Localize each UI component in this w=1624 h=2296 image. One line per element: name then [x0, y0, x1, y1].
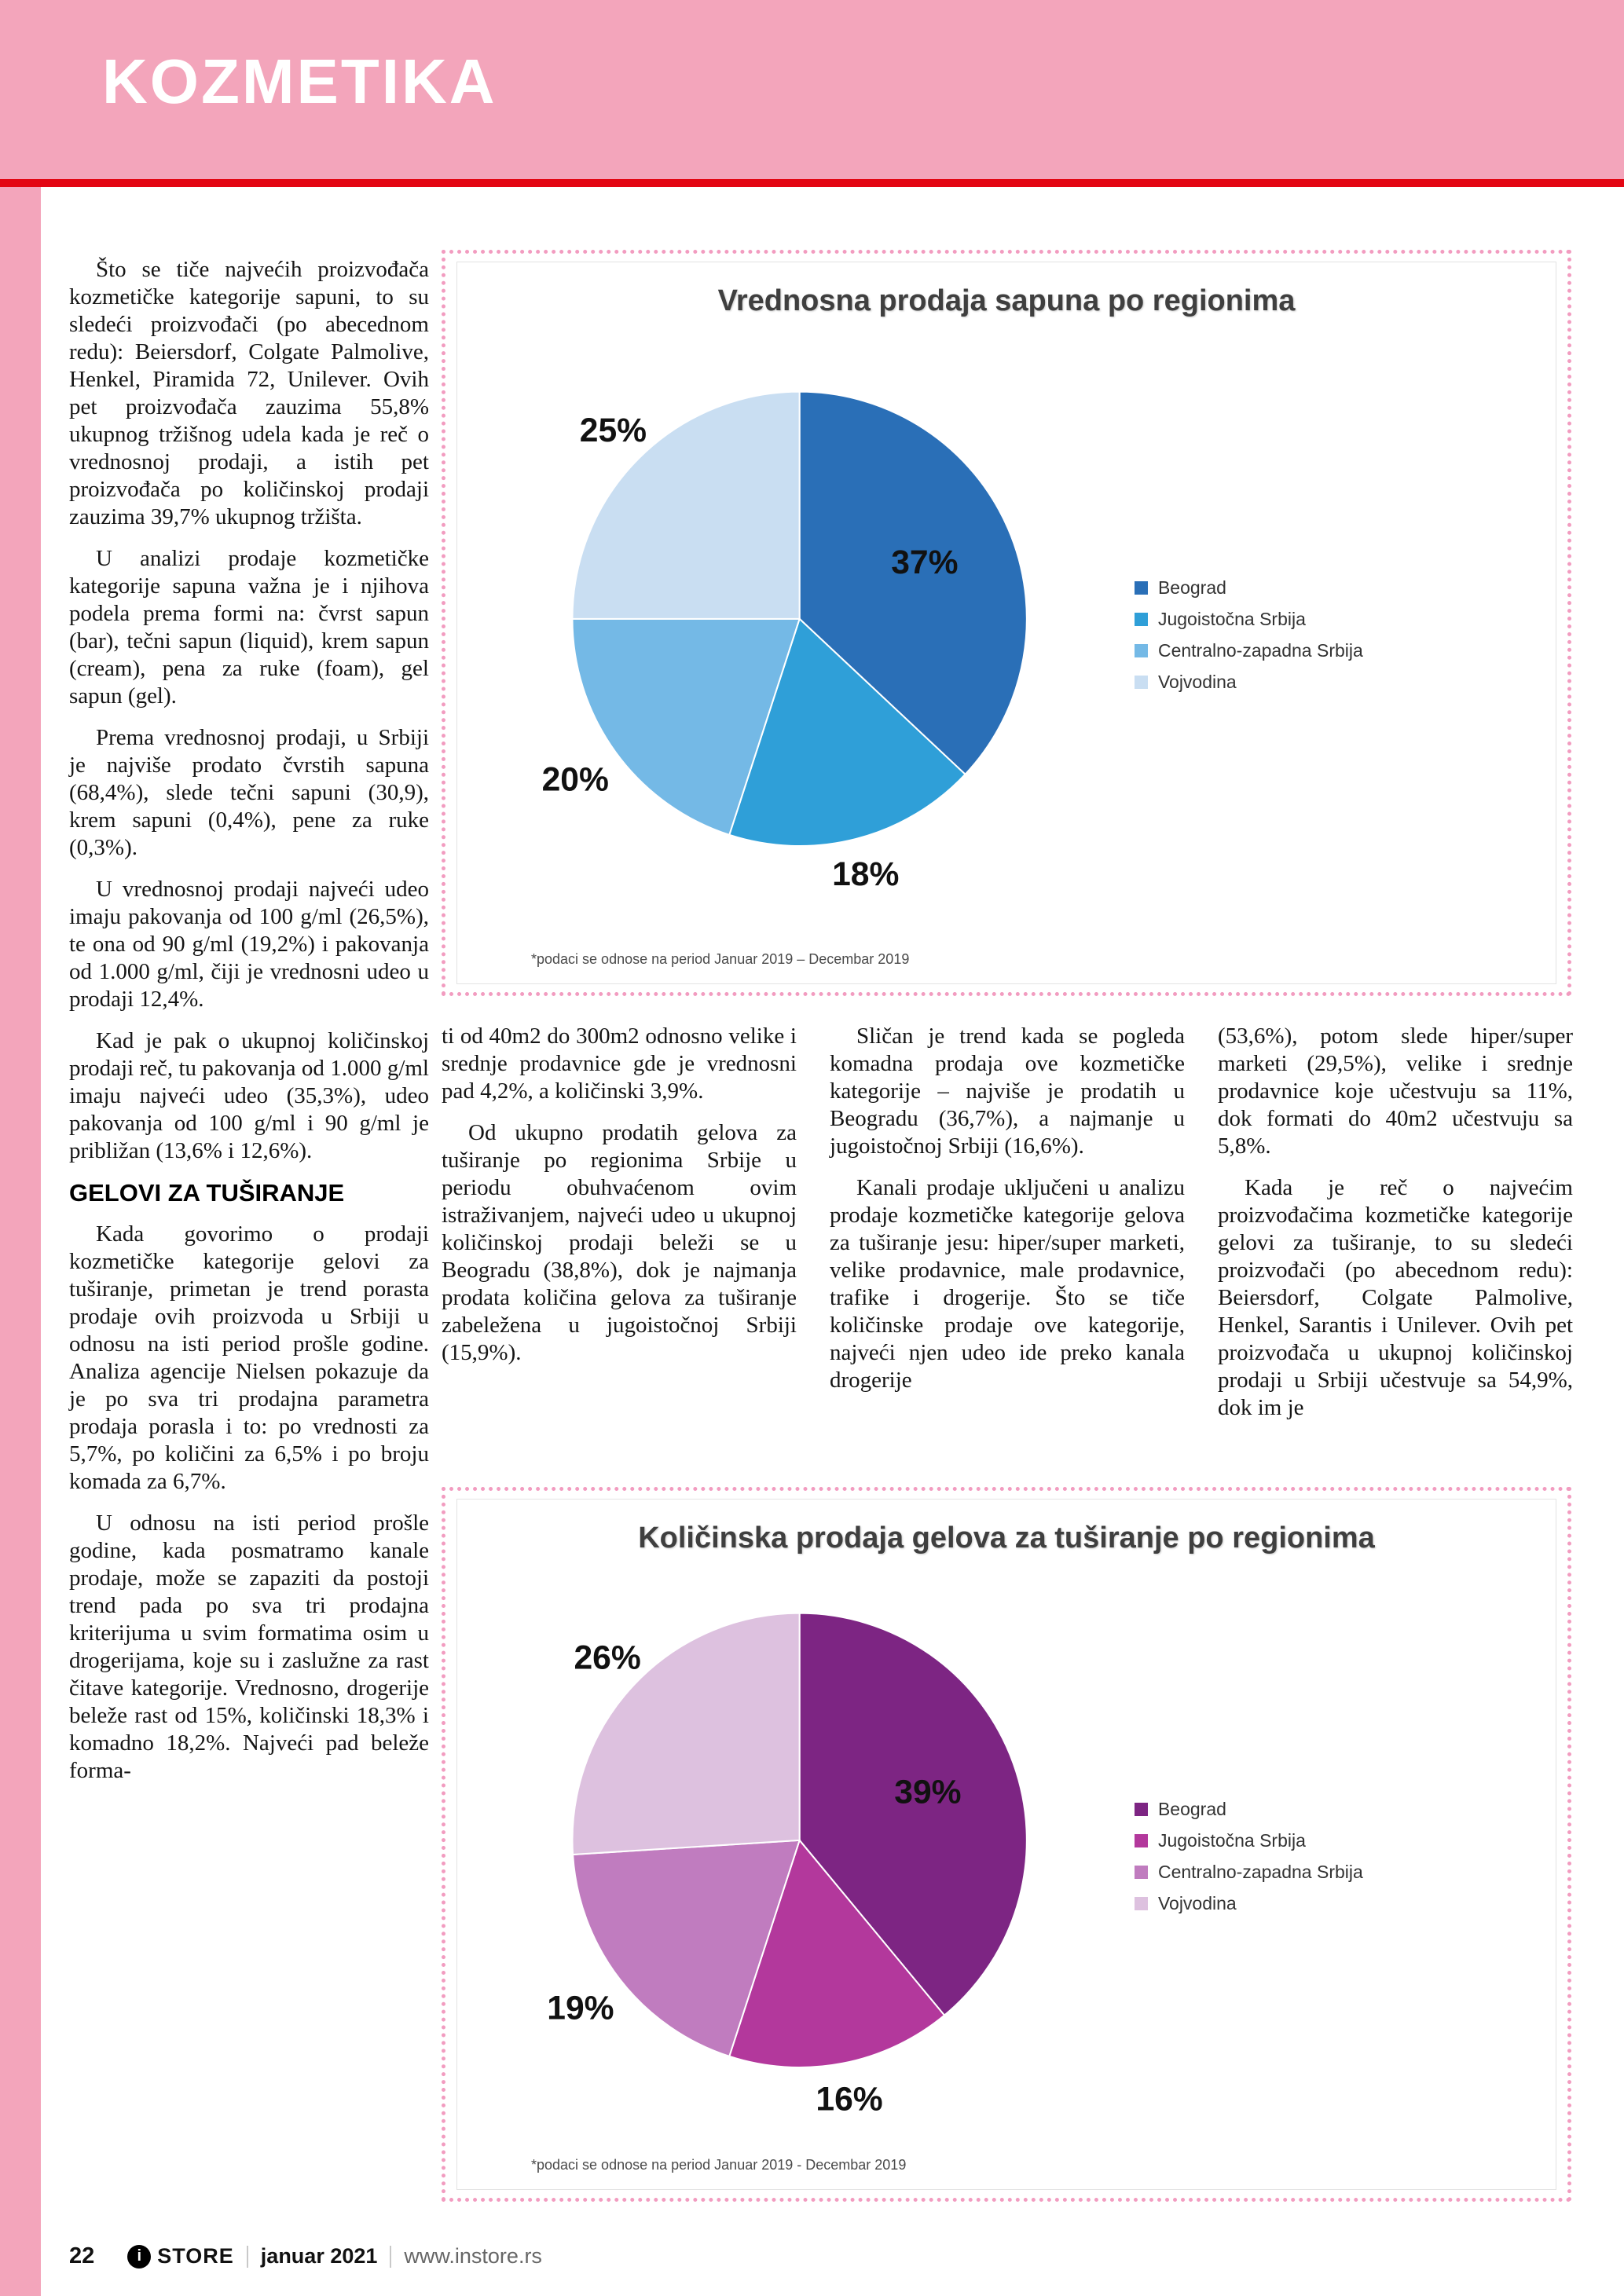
pie-chart-soap-value: [493, 356, 1114, 914]
legend-label: Jugoistočna Srbija: [1157, 608, 1306, 629]
pie-value-label: 26%: [574, 1639, 642, 1677]
legend-swatch: [1135, 581, 1148, 595]
section-heading-gelovi: GELOVI ZA TUŠIRANJE: [69, 1179, 345, 1207]
legend-label: Beograd: [1157, 1798, 1226, 1819]
pie-wrap: [473, 318, 1135, 951]
pie-value-label: 20%: [541, 760, 610, 799]
pie-value-label: 25%: [580, 411, 647, 449]
paragraph: U vrednosnoj prodaji najveći udeo imaju pakovanja od 100 g/ml (26,5%), te ona od 90 g/ml (19,2%) i pakovanja od 1.000 g/ml, čiji je vrednosni udeo u prodaji 12,4%.: [69, 877, 429, 1012]
legend-item: [1135, 609, 1540, 630]
paragraph: Kanali prodaje uključeni u analizu prodaje kozmetičke kategorije gelova za tuširanje jesu: hiper/super marketi, velike prodavnice, male prodavnice, trafike i drogerije. Što se tiče količinske prodaje ove kategorije, najveći njen udeo ide preko kanala drogerije: [830, 1175, 1185, 1393]
chart-legend: [1135, 1789, 1540, 1924]
legend-label: Centralno-zapadna Srbija: [1157, 639, 1363, 661]
pie-value-label: 37%: [891, 544, 959, 582]
paragraph: Od ukupno prodatih gelova za tuširanje po regionima Srbije u periodu obuhvaćenom ovim istraživanjem, najveći udeo u ukupnoj količinskoj prodaji beleži se u Beogradu (38,8%), dok je najmanja prodata količina gelova za tuširanje zabeležena u jugoistočnoj Srbiji (15,9%).: [442, 1120, 797, 1365]
pie-value-label: 19%: [547, 1989, 614, 2027]
legend-item: [1135, 672, 1540, 693]
legend-swatch: [1135, 644, 1148, 657]
legend-item: [1135, 1799, 1540, 1820]
paragraph: Kada je reč o najvećim proizvođačima kozmetičke kategorije gelovi za tuširanje, to su sledeći proizvođači (po abecednom redu): Beiersdorf, Colgate Palmolive, Henkel, Sarantis i Unilever. Ovih pet proizvođača u ukupnoj količinskoj prodaji u Srbiji učestvuje sa 54,9%, dok im je: [1218, 1175, 1573, 1420]
legend-label: Centralno-zapadna Srbija: [1157, 1861, 1363, 1882]
pie-wrap: [473, 1555, 1135, 2157]
chart-body: [473, 318, 1540, 951]
issue-date: januar 2021: [260, 2244, 378, 2268]
chart-soap-value-by-region: [442, 250, 1571, 996]
chart-frame: [456, 262, 1556, 984]
legend-swatch: [1135, 1834, 1148, 1847]
page-footer: [69, 2243, 1571, 2269]
legend-item: [1135, 1893, 1540, 1914]
pie-chart-gel-quantity: [493, 1577, 1114, 2135]
chart-gel-quantity-by-region: [442, 1487, 1571, 2202]
paragraph: Kad je pak o ukupnoj količinskoj prodaji reč, tu pakovanja od 1.000 g/ml imaju najveći udeo (35,3%), udeo pakovanja od 100 g/ml i 90 g/ml je približan (13,6% i 12,6%).: [69, 1028, 429, 1163]
chart-body: [473, 1555, 1540, 2157]
footer-separator: [390, 2246, 391, 2268]
legend-label: Vojvodina: [1157, 671, 1237, 692]
paragraph: U analizi prodaje kozmetičke kategorije sapuna važna je i njihova podela prema formi na: čvrst sapun (bar), tečni sapun (liquid), krem sapun (cream), pena za ruke (foam), gel sapun (gel).: [69, 546, 429, 709]
legend-label: Jugoistočna Srbija: [1157, 1829, 1306, 1851]
legend-swatch: [1135, 1803, 1148, 1816]
legend-label: Beograd: [1157, 577, 1226, 598]
chart-footnote: *podaci se odnose na period Januar 2019 - Decembar 2019: [531, 2157, 907, 2173]
paragraph: Sličan je trend kada se pogleda komadna prodaja ove kozmetičke kategorije – najviše je prodatih u Beogradu (36,7%), a najmanje u jugoistočnoj Srbiji (16,6%).: [830, 1023, 1185, 1159]
paragraph: ti od 40m2 do 300m2 odnosno velike i srednje prodavnice gde je vrednosni pad 4,2%, a količinski 3,9%.: [442, 1023, 797, 1104]
footer-separator: [247, 2246, 248, 2268]
pie-value-label: 18%: [832, 855, 900, 893]
legend-swatch: [1135, 1897, 1148, 1910]
instore-logo-icon: i: [127, 2245, 151, 2269]
legend-item: [1135, 577, 1540, 599]
page-title: KOZMETIKA: [102, 46, 497, 116]
legend-swatch: [1135, 613, 1148, 626]
chart-title: Količinska prodaja gelova za tuširanje po regionima: [638, 1522, 1375, 1554]
pie-value-label: 39%: [894, 1773, 962, 1811]
legend-item: [1135, 1862, 1540, 1883]
left-pink-strip: [0, 0, 41, 2296]
legend-item: [1135, 640, 1540, 661]
legend-item: [1135, 1830, 1540, 1851]
text-column-3: [830, 1023, 1185, 1408]
brand-name: STORE: [157, 2244, 234, 2268]
page-header: [0, 0, 1624, 179]
website-url: www.instore.rs: [404, 2244, 542, 2268]
text-column-1: [69, 256, 429, 1799]
page-number: 22: [69, 2243, 95, 2269]
paragraph: (53,6%), potom slede hiper/super marketi (29,5%), velike i srednje prodavnice koje učestvuju sa 11%, dok formati do 40m2 učestvuju sa 5,8%.: [1218, 1023, 1573, 1159]
text-column-4: [1218, 1023, 1573, 1436]
chart-footnote: *podaci se odnose na period Januar 2019 – Decembar 2019: [531, 951, 910, 967]
legend-swatch: [1135, 1866, 1148, 1879]
instore-logo: [127, 2244, 234, 2269]
paragraph: Kada govorimo o prodaji kozmetičke kategorije gelovi za tuširanje, primetan je trend porasta prodaje ovih proizvoda u Srbiji u odnosu na isti period prošle godine. Analiza agencije Nielsen pokazuje da je po sva tri prodajna parametra prodaja porasla i to: po vrednosti za 5,7%, po količini za 6,5% i po broju komada za 6,7%.: [69, 1221, 429, 1494]
chart-legend: [1135, 567, 1540, 703]
paragraph: U odnosu na isti period prošle godine, kada posmatramo kanale prodaje, može se zapaziti da postoji trend pada po sva tri prodajna kriterijuma u svim formatima osim u drogerijama, koje su i zaslužne za rast čitave kategorije. Vrednosno, drogerije beleže rast od 15%, količinski 18,3% i komadno 18,2%. Najveći pad beleže forma-: [69, 1511, 429, 1783]
chart-title: Vrednosna prodaja sapuna po regionima: [717, 284, 1296, 317]
paragraph: Prema vrednosnoj prodaji, u Srbiji je najviše prodato čvrstih sapuna (68,4%), slede tečni sapuni (30,9), krem sapuni (0,4%), pene za ruke (0,3%).: [69, 725, 429, 860]
chart-frame: [456, 1499, 1556, 2190]
paragraph: Što se tiče najvećih proizvođača kozmetičke kategorije sapuni, to su sledeći proizvođači (po abecednom redu): Beiersdorf, Colgate Palmolive, Henkel, Piramida 72, Unilever. Ovih pet proizvođača zauzima 55,8% ukupnog tržišnog udela kada je reč o vrednosnoj prodaji, a istih pet proizvođača po količinskoj prodaji zauzima 39,7% ukupnog tržišta.: [69, 257, 429, 529]
text-column-2: [442, 1023, 797, 1381]
pie-value-label: 16%: [816, 2080, 883, 2118]
legend-swatch: [1135, 676, 1148, 689]
header-divider: [0, 179, 1624, 187]
legend-label: Vojvodina: [1157, 1892, 1237, 1913]
